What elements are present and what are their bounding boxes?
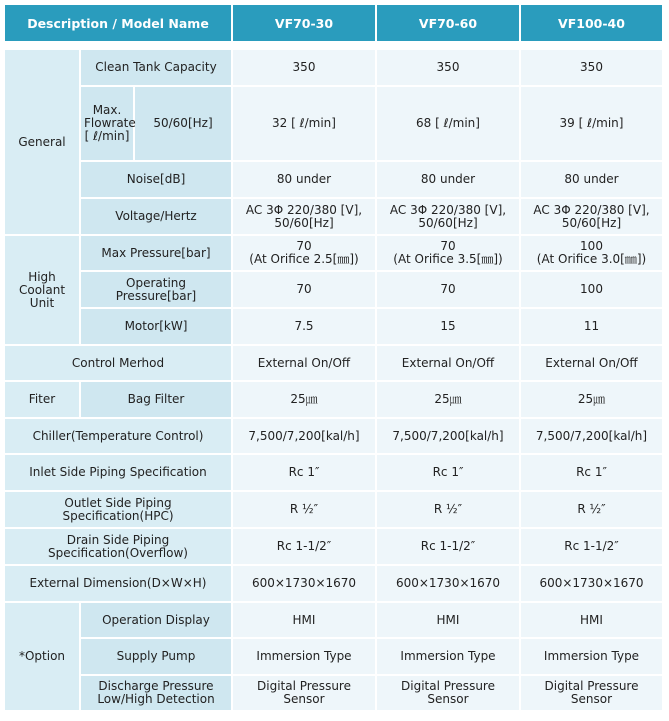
label-operating-pressure: Operating Pressure[bar] <box>81 272 233 309</box>
label-discharge <box>81 676 233 712</box>
value-motor-3: 11 <box>521 309 664 346</box>
value-control-2: External On/Off <box>377 346 521 382</box>
value-noise-3: 80 under <box>521 162 664 199</box>
row-max-flowrate <box>5 87 664 162</box>
value-max-flowrate-2: 68 [ ℓ/min] <box>377 87 521 162</box>
row-clean-tank <box>5 50 664 87</box>
value-filter-3: 25㎛ <box>521 382 664 419</box>
category-high-coolant-unit <box>5 236 81 346</box>
value-op-display-3: HMI <box>521 603 664 639</box>
value-noise-1: 80 under <box>233 162 377 199</box>
value-outlet-2: R ½″ <box>377 492 521 529</box>
category-general: General <box>5 50 81 236</box>
header-model-2: VF70-60 <box>377 5 521 43</box>
header-description: Description / Model Name <box>5 5 233 43</box>
header-row <box>5 5 664 43</box>
value-voltage-2-line2: 50/60[Hz] <box>418 215 478 230</box>
row-chiller <box>5 419 664 455</box>
label-voltage: Voltage/Hertz <box>81 199 233 236</box>
value-operating-pressure-2: 70 <box>377 272 521 309</box>
value-max-pressure-2-line1: 70 <box>440 239 456 253</box>
value-voltage-3-line1: AC 3Φ 220/380 [V], <box>533 202 650 217</box>
value-max-pressure-2 <box>377 236 521 272</box>
value-drain-1: Rc 1-1/2″ <box>233 529 377 566</box>
value-dimension-3: 600×1730×1670 <box>521 566 664 603</box>
label-max-flowrate-line2: Flowrate <box>84 116 136 130</box>
value-filter-1: 25㎛ <box>233 382 377 419</box>
value-clean-tank-3: 350 <box>521 50 664 87</box>
label-discharge-line2: Low/High Detection <box>97 692 215 706</box>
label-outlet: Outlet Side Piping Specification(HPC) <box>5 492 233 529</box>
label-operation-display: Operation Display <box>81 603 233 639</box>
label-max-flowrate-line1: Max. <box>92 103 122 117</box>
value-chiller-3: 7,500/7,200[kal/h] <box>521 419 664 455</box>
value-chiller-2: 7,500/7,200[kal/h] <box>377 419 521 455</box>
value-op-display-1: HMI <box>233 603 377 639</box>
value-voltage-1 <box>233 199 377 236</box>
value-discharge-3: Digital Pressure Sensor <box>521 676 664 712</box>
value-max-pressure-1-line2: (At Orifice 2.5[㎜]) <box>249 252 359 266</box>
row-supply-pump <box>5 639 664 676</box>
value-discharge-1: Digital Pressure Sensor <box>233 676 377 712</box>
category-hcu-line2: Coolant <box>18 282 66 297</box>
row-discharge <box>5 676 664 712</box>
category-hcu-line3: Unit <box>29 295 55 310</box>
row-outlet <box>5 492 664 529</box>
row-motor <box>5 309 664 346</box>
value-clean-tank-1: 350 <box>233 50 377 87</box>
value-max-flowrate-1: 32 [ ℓ/min] <box>233 87 377 162</box>
value-inlet-1: Rc 1″ <box>233 455 377 492</box>
value-voltage-2-line1: AC 3Φ 220/380 [V], <box>389 202 507 217</box>
label-chiller: Chiller(Temperature Control) <box>5 419 233 455</box>
label-noise: Noise[dB] <box>81 162 233 199</box>
value-dimension-2: 600×1730×1670 <box>377 566 521 603</box>
value-op-display-2: HMI <box>377 603 521 639</box>
category-hcu-line1: High <box>28 269 56 284</box>
value-supply-pump-3: Immersion Type <box>521 639 664 676</box>
value-supply-pump-1: Immersion Type <box>233 639 377 676</box>
value-max-pressure-3-line1: 100 <box>580 239 603 253</box>
value-inlet-3: Rc 1″ <box>521 455 664 492</box>
header-model-3: VF100-40 <box>521 5 664 43</box>
value-chiller-1: 7,500/7,200[kal/h] <box>233 419 377 455</box>
spec-table <box>5 5 664 712</box>
value-voltage-3 <box>521 199 664 236</box>
value-max-flowrate-3: 39 [ ℓ/min] <box>521 87 664 162</box>
value-voltage-1-line1: AC 3Φ 220/380 [V], <box>245 202 363 217</box>
value-noise-2: 80 under <box>377 162 521 199</box>
value-drain-3: Rc 1-1/2″ <box>521 529 664 566</box>
value-control-3: External On/Off <box>521 346 664 382</box>
value-motor-2: 15 <box>377 309 521 346</box>
value-operating-pressure-1: 70 <box>233 272 377 309</box>
value-voltage-2 <box>377 199 521 236</box>
row-filter <box>5 382 664 419</box>
label-max-flowrate-line3: [ ℓ/min] <box>84 129 130 143</box>
value-discharge-2: Digital Pressure Sensor <box>377 676 521 712</box>
value-dimension-1: 600×1730×1670 <box>233 566 377 603</box>
value-filter-2: 25㎛ <box>377 382 521 419</box>
row-noise <box>5 162 664 199</box>
value-clean-tank-2: 350 <box>377 50 521 87</box>
value-max-pressure-1-line1: 70 <box>296 239 312 253</box>
value-max-pressure-1 <box>233 236 377 272</box>
value-max-pressure-3-line2: (At Orifice 3.0[㎜]) <box>536 252 647 266</box>
category-option: *Option <box>5 603 81 712</box>
category-filter: Fiter <box>5 382 81 419</box>
row-operation-display <box>5 603 664 639</box>
label-inlet: Inlet Side Piping Specification <box>5 455 233 492</box>
label-clean-tank: Clean Tank Capacity <box>81 50 233 87</box>
value-voltage-1-line2: 50/60[Hz] <box>274 215 334 230</box>
row-voltage <box>5 199 664 236</box>
value-control-1: External On/Off <box>233 346 377 382</box>
label-control: Control Merhod <box>5 346 233 382</box>
row-inlet <box>5 455 664 492</box>
value-voltage-3-line2: 50/60[Hz] <box>561 215 622 230</box>
value-max-pressure-3 <box>521 236 664 272</box>
value-inlet-2: Rc 1″ <box>377 455 521 492</box>
value-outlet-1: R ½″ <box>233 492 377 529</box>
label-discharge-line1: Discharge Pressure <box>98 679 214 693</box>
row-control <box>5 346 664 382</box>
row-max-pressure <box>5 236 664 272</box>
header-model-1: VF70-30 <box>233 5 377 43</box>
row-drain <box>5 529 664 566</box>
label-dimension: External Dimension(D×W×H) <box>5 566 233 603</box>
label-max-flowrate-hz: 50/60[Hz] <box>135 87 233 162</box>
value-outlet-3: R ½″ <box>521 492 664 529</box>
value-supply-pump-2: Immersion Type <box>377 639 521 676</box>
label-drain: Drain Side Piping Specification(Overflow) <box>5 529 233 566</box>
value-motor-1: 7.5 <box>233 309 377 346</box>
row-operating-pressure <box>5 272 664 309</box>
row-dimension <box>5 566 664 603</box>
value-drain-2: Rc 1-1/2″ <box>377 529 521 566</box>
value-max-pressure-2-line2: (At Orifice 3.5[㎜]) <box>393 252 503 266</box>
label-max-pressure: Max Pressure[bar] <box>81 236 233 272</box>
label-motor: Motor[kW] <box>81 309 233 346</box>
value-operating-pressure-3: 100 <box>521 272 664 309</box>
label-supply-pump: Supply Pump <box>81 639 233 676</box>
label-bag-filter: Bag Filter <box>81 382 233 419</box>
label-max-flowrate <box>81 87 135 162</box>
